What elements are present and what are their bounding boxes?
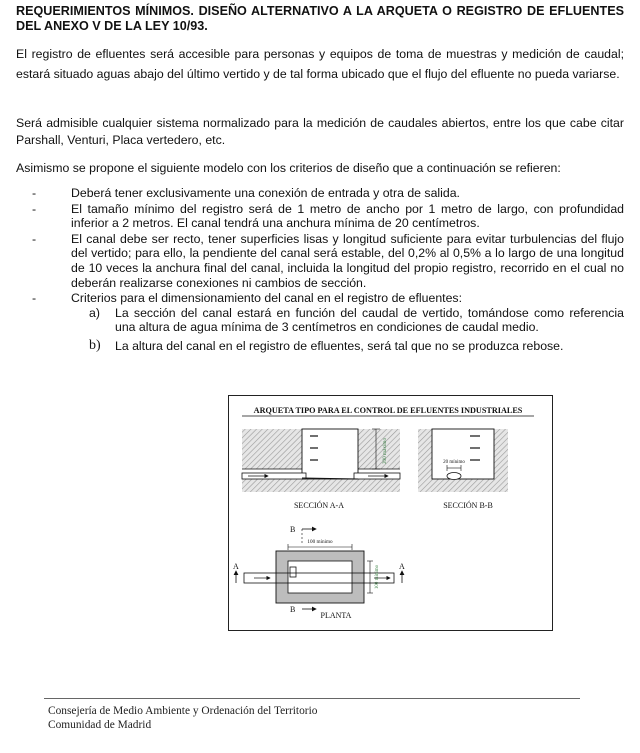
depth-dimension: 200 máximo <box>382 437 388 465</box>
bullet-marker: - <box>32 231 37 246</box>
document-heading: REQUERIMIENTOS MÍNIMOS. DISEÑO ALTERNATIVO A LA ARQUETA O REGISTRO DE EFLUENTES DEL ANEXO V DE LA LEY 10/93. <box>16 4 624 33</box>
list-item-text: Deberá tener exclusivamente una conexión de entrada y otra de salida. <box>71 186 460 200</box>
sub-list-item <box>71 339 624 354</box>
list-item-text: Criterios para el dimensionamiento del canal en el registro de efluentes: <box>71 291 462 306</box>
bullet-marker: - <box>32 201 37 216</box>
cut-label-b-bottom: B <box>290 605 296 614</box>
plan-width-dimension: 100 mínimo <box>307 539 333 545</box>
section-bb-label: SECCIÓN B-B <box>443 501 493 510</box>
paragraph-measurement-systems: Será admisible cualquier sistema normalizado para la medición de caudales abiertos, entre los que cabe citar Parshall, Venturi, Placa vertedero, etc. <box>16 116 624 147</box>
paragraph-model-intro: Asimismo se propone el siguiente modelo con los criterios de diseño que a continuación se refieren: <box>16 161 561 175</box>
paragraph-access: El registro de efluentes será accesible para personas y equipos de toma de muestras y medición de caudal; estará situado aguas abajo del último vertido y de tal forma ubicado que el flujo del efluente no pueda variarse. <box>16 47 624 81</box>
footer-department: Consejería de Medio Ambiente y Ordenación del Territorio <box>48 705 318 717</box>
footer-organization: Comunidad de Madrid <box>48 719 152 731</box>
sub-item-text: La altura del canal en el registro de efluentes, será tal que no se produzca rebose. <box>115 338 564 353</box>
list-item-text: El canal debe ser recto, tener superficies lisas y longitud suficiente para evitar turbulencias del flujo del vertido; para ello, la pendiente del canal será estable, del 0,2% al 0,5% a lo largo de una longitud de 10 veces la anchura final del canal, incluida la longitud del propio registro, recorrido en el cual no deberán realizarse conexiones ni cambios de sección. <box>71 231 624 290</box>
plan-label: PLANTA <box>320 611 352 620</box>
effluent-chamber-diagram <box>228 395 553 631</box>
figure-title: ARQUETA TIPO PARA EL CONTROL DE EFLUENTES INDUSTRIALES <box>253 406 523 415</box>
criteria-list <box>16 186 624 355</box>
footer-divider <box>44 698 580 699</box>
bullet-marker: - <box>32 291 37 306</box>
plan-height-dimension: 100 mínimo <box>375 564 380 590</box>
sub-criteria-list <box>71 306 624 354</box>
list-item <box>16 291 624 353</box>
sub-item-text: La sección del canal estará en función del caudal de vertido, tomándose como referencia una altura de agua mínima de 3 centímetros en condiciones de caudal medio. <box>115 305 624 335</box>
list-item <box>16 186 624 201</box>
cut-label-a-left: A <box>233 562 239 571</box>
list-item <box>16 232 624 290</box>
cut-label-a-right: A <box>399 562 405 571</box>
sub-item-marker: a) <box>89 305 100 320</box>
footer <box>48 704 317 732</box>
sub-list-item <box>71 306 624 335</box>
section-bb-drawing <box>418 429 508 492</box>
section-aa-drawing <box>242 429 400 492</box>
list-item <box>16 202 624 231</box>
list-item-text: El tamaño mínimo del registro será de 1 metro de ancho por 1 metro de largo, con profundidad inferior a 2 metros. El canal tendrá una anchura mínima de 20 centímetros. <box>71 201 624 231</box>
sub-item-marker: b) <box>89 337 101 353</box>
bullet-marker: - <box>32 186 37 200</box>
section-aa-label: SECCIÓN A-A <box>293 501 345 510</box>
cut-label-b-top: B <box>290 525 296 534</box>
channel-width-dimension: 20 mínimo <box>443 460 465 465</box>
